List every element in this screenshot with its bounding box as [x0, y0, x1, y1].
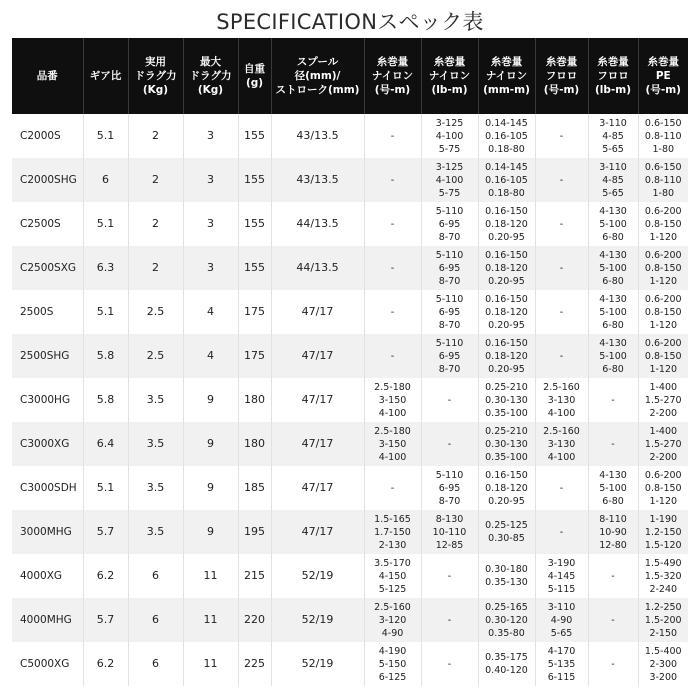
cell-model: 2500SHG	[12, 334, 83, 378]
cell-fluoro-go: -	[535, 246, 588, 290]
cell-nylon-go: 2.5-160 3-120 4-90	[364, 598, 421, 642]
cell-nylon-mm: 0.14-145 0.16-105 0.18-80	[478, 114, 535, 158]
cell-practical-drag: 2	[128, 246, 183, 290]
cell-nylon-lb: -	[421, 554, 478, 598]
cell-nylon-go: 3.5-170 4-150 5-125	[364, 554, 421, 598]
cell-pe-go: 0.6-200 0.8-150 1-120	[638, 466, 688, 510]
cell-max-drag: 3	[183, 246, 238, 290]
cell-gear-ratio: 5.1	[83, 202, 128, 246]
cell-nylon-go: 1.5-165 1.7-150 2-130	[364, 510, 421, 554]
cell-max-drag: 9	[183, 378, 238, 422]
cell-nylon-mm: 0.25-125 0.30-85	[478, 510, 535, 554]
cell-pe-go: 0.6-200 0.8-150 1-120	[638, 202, 688, 246]
cell-max-drag: 9	[183, 422, 238, 466]
cell-practical-drag: 3.5	[128, 378, 183, 422]
cell-weight: 220	[238, 598, 271, 642]
cell-fluoro-go: -	[535, 334, 588, 378]
cell-practical-drag: 3.5	[128, 510, 183, 554]
cell-nylon-mm: 0.16-150 0.18-120 0.20-95	[478, 290, 535, 334]
cell-nylon-go: -	[364, 114, 421, 158]
cell-practical-drag: 2	[128, 202, 183, 246]
cell-gear-ratio: 5.8	[83, 378, 128, 422]
cell-gear-ratio: 5.8	[83, 334, 128, 378]
table-row	[12, 642, 688, 686]
cell-practical-drag: 2	[128, 114, 183, 158]
cell-nylon-go: -	[364, 158, 421, 202]
cell-fluoro-lb: -	[588, 422, 638, 466]
cell-pe-go: 1.5-490 1.5-320 2-240	[638, 554, 688, 598]
cell-model: 4000MHG	[12, 598, 83, 642]
header-fluoro-go: 糸巻量 フロロ (号-m)	[535, 38, 588, 114]
table-row	[12, 554, 688, 598]
cell-weight: 155	[238, 158, 271, 202]
cell-fluoro-go: 2.5-160 3-130 4-100	[535, 422, 588, 466]
cell-pe-go: 1.5-400 2-300 3-200	[638, 642, 688, 686]
cell-practical-drag: 3.5	[128, 466, 183, 510]
cell-model: C3000HG	[12, 378, 83, 422]
cell-spool-stroke: 47/17	[271, 422, 364, 466]
cell-fluoro-lb: 4-130 5-100 6-80	[588, 202, 638, 246]
cell-model: C5000XG	[12, 642, 83, 686]
cell-fluoro-go: -	[535, 466, 588, 510]
spec-table-body	[12, 114, 688, 686]
cell-pe-go: 0.6-200 0.8-150 1-120	[638, 246, 688, 290]
cell-nylon-go: 2.5-180 3-150 4-100	[364, 422, 421, 466]
cell-nylon-go: -	[364, 290, 421, 334]
table-row	[12, 598, 688, 642]
cell-weight: 155	[238, 202, 271, 246]
cell-fluoro-go: 3-110 4-90 5-65	[535, 598, 588, 642]
cell-nylon-lb: 8-130 10-110 12-85	[421, 510, 478, 554]
cell-fluoro-go: 2.5-160 3-130 4-100	[535, 378, 588, 422]
cell-practical-drag: 6	[128, 642, 183, 686]
cell-fluoro-lb: 4-130 5-100 6-80	[588, 466, 638, 510]
cell-spool-stroke: 52/19	[271, 598, 364, 642]
header-spool-stroke: スプール 径(mm)/ ストローク(mm)	[271, 38, 364, 114]
table-row	[12, 466, 688, 510]
cell-practical-drag: 2.5	[128, 290, 183, 334]
cell-fluoro-go: 3-190 4-145 5-115	[535, 554, 588, 598]
cell-max-drag: 4	[183, 290, 238, 334]
cell-nylon-lb: 5-110 6-95 8-70	[421, 246, 478, 290]
cell-fluoro-lb: -	[588, 598, 638, 642]
cell-spool-stroke: 52/19	[271, 554, 364, 598]
cell-pe-go: 1-190 1.2-150 1.5-120	[638, 510, 688, 554]
cell-practical-drag: 6	[128, 598, 183, 642]
cell-spool-stroke: 47/17	[271, 334, 364, 378]
header-max-drag: 最大 ドラグ力 (Kg)	[183, 38, 238, 114]
table-row	[12, 290, 688, 334]
cell-nylon-go: -	[364, 334, 421, 378]
cell-pe-go: 0.6-150 0.8-110 1-80	[638, 114, 688, 158]
cell-nylon-lb: -	[421, 422, 478, 466]
cell-max-drag: 3	[183, 114, 238, 158]
cell-nylon-mm: 0.16-150 0.18-120 0.20-95	[478, 246, 535, 290]
cell-pe-go: 1-400 1.5-270 2-200	[638, 378, 688, 422]
cell-spool-stroke: 47/17	[271, 466, 364, 510]
cell-nylon-lb: 3-125 4-100 5-75	[421, 158, 478, 202]
cell-nylon-mm: 0.16-150 0.18-120 0.20-95	[478, 334, 535, 378]
cell-nylon-go: -	[364, 466, 421, 510]
page-title: SPECIFICATIONスペック表	[216, 10, 484, 34]
cell-model: 4000XG	[12, 554, 83, 598]
cell-max-drag: 11	[183, 642, 238, 686]
cell-nylon-mm: 0.16-150 0.18-120 0.20-95	[478, 466, 535, 510]
cell-gear-ratio: 6.4	[83, 422, 128, 466]
cell-gear-ratio: 5.1	[83, 114, 128, 158]
cell-model: C2500S	[12, 202, 83, 246]
cell-max-drag: 9	[183, 466, 238, 510]
cell-weight: 180	[238, 422, 271, 466]
cell-fluoro-lb: -	[588, 378, 638, 422]
header-nylon-mm: 糸巻量 ナイロン (mm-m)	[478, 38, 535, 114]
cell-model: C2000S	[12, 114, 83, 158]
header-model: 品番	[12, 38, 83, 114]
cell-max-drag: 4	[183, 334, 238, 378]
header-row	[12, 38, 688, 114]
cell-pe-go: 0.6-200 0.8-150 1-120	[638, 334, 688, 378]
cell-max-drag: 3	[183, 202, 238, 246]
cell-nylon-lb: 5-110 6-95 8-70	[421, 290, 478, 334]
cell-nylon-go: -	[364, 246, 421, 290]
cell-gear-ratio: 6.2	[83, 554, 128, 598]
cell-practical-drag: 2	[128, 158, 183, 202]
cell-pe-go: 0.6-200 0.8-150 1-120	[638, 290, 688, 334]
cell-spool-stroke: 47/17	[271, 290, 364, 334]
cell-nylon-lb: 3-125 4-100 5-75	[421, 114, 478, 158]
cell-spool-stroke: 52/19	[271, 642, 364, 686]
cell-fluoro-go: -	[535, 510, 588, 554]
table-row	[12, 114, 688, 158]
cell-gear-ratio: 5.7	[83, 598, 128, 642]
table-row	[12, 422, 688, 466]
cell-gear-ratio: 6.3	[83, 246, 128, 290]
cell-nylon-lb: -	[421, 378, 478, 422]
cell-nylon-lb: 5-110 6-95 8-70	[421, 334, 478, 378]
cell-gear-ratio: 6.2	[83, 642, 128, 686]
cell-gear-ratio: 5.1	[83, 290, 128, 334]
cell-model: C3000SDH	[12, 466, 83, 510]
cell-practical-drag: 2.5	[128, 334, 183, 378]
header-weight: 自重 (g)	[238, 38, 271, 114]
cell-model: C3000XG	[12, 422, 83, 466]
cell-practical-drag: 3.5	[128, 422, 183, 466]
header-fluoro-lb: 糸巻量 フロロ (lb-m)	[588, 38, 638, 114]
cell-pe-go: 1.2-250 1.5-200 2-150	[638, 598, 688, 642]
cell-weight: 185	[238, 466, 271, 510]
cell-fluoro-lb: 4-130 5-100 6-80	[588, 334, 638, 378]
header-pe-go: 糸巻量 PE (号-m)	[638, 38, 688, 114]
table-row	[12, 246, 688, 290]
cell-fluoro-lb: 4-130 5-100 6-80	[588, 290, 638, 334]
cell-practical-drag: 6	[128, 554, 183, 598]
cell-gear-ratio: 5.1	[83, 466, 128, 510]
cell-nylon-go: 4-190 5-150 6-125	[364, 642, 421, 686]
cell-nylon-lb: -	[421, 642, 478, 686]
cell-spool-stroke: 43/13.5	[271, 114, 364, 158]
cell-weight: 225	[238, 642, 271, 686]
cell-nylon-mm: 0.35-175 0.40-120	[478, 642, 535, 686]
cell-fluoro-lb: 4-130 5-100 6-80	[588, 246, 638, 290]
cell-nylon-mm: 0.30-180 0.35-130	[478, 554, 535, 598]
header-nylon-go: 糸巻量 ナイロン (号-m)	[364, 38, 421, 114]
cell-gear-ratio: 6	[83, 158, 128, 202]
cell-nylon-mm: 0.25-165 0.30-120 0.35-80	[478, 598, 535, 642]
cell-weight: 155	[238, 114, 271, 158]
cell-fluoro-lb: -	[588, 642, 638, 686]
spec-table	[12, 38, 688, 686]
cell-nylon-lb: 5-110 6-95 8-70	[421, 466, 478, 510]
cell-pe-go: 0.6-150 0.8-110 1-80	[638, 158, 688, 202]
cell-spool-stroke: 47/17	[271, 510, 364, 554]
cell-spool-stroke: 43/13.5	[271, 158, 364, 202]
cell-nylon-go: 2.5-180 3-150 4-100	[364, 378, 421, 422]
cell-weight: 175	[238, 290, 271, 334]
cell-max-drag: 3	[183, 158, 238, 202]
cell-nylon-mm: 0.25-210 0.30-130 0.35-100	[478, 422, 535, 466]
cell-fluoro-go: -	[535, 202, 588, 246]
table-row	[12, 334, 688, 378]
header-gear-ratio: ギア比	[83, 38, 128, 114]
cell-nylon-mm: 0.25-210 0.30-130 0.35-100	[478, 378, 535, 422]
cell-nylon-mm: 0.14-145 0.16-105 0.18-80	[478, 158, 535, 202]
cell-model: C2500SXG	[12, 246, 83, 290]
table-row	[12, 158, 688, 202]
cell-nylon-lb: -	[421, 598, 478, 642]
table-row	[12, 510, 688, 554]
header-nylon-lb: 糸巻量 ナイロン (lb-m)	[421, 38, 478, 114]
cell-nylon-lb: 5-110 6-95 8-70	[421, 202, 478, 246]
cell-gear-ratio: 5.7	[83, 510, 128, 554]
cell-pe-go: 1-400 1.5-270 2-200	[638, 422, 688, 466]
cell-nylon-go: -	[364, 202, 421, 246]
cell-model: 3000MHG	[12, 510, 83, 554]
cell-spool-stroke: 47/17	[271, 378, 364, 422]
cell-fluoro-lb: -	[588, 554, 638, 598]
cell-fluoro-go: 4-170 5-135 6-115	[535, 642, 588, 686]
cell-weight: 195	[238, 510, 271, 554]
cell-nylon-mm: 0.16-150 0.18-120 0.20-95	[478, 202, 535, 246]
table-row	[12, 202, 688, 246]
header-practical-drag: 実用 ドラグ力 (Kg)	[128, 38, 183, 114]
cell-spool-stroke: 44/13.5	[271, 246, 364, 290]
cell-max-drag: 11	[183, 554, 238, 598]
cell-max-drag: 9	[183, 510, 238, 554]
cell-weight: 155	[238, 246, 271, 290]
cell-weight: 175	[238, 334, 271, 378]
cell-spool-stroke: 44/13.5	[271, 202, 364, 246]
cell-fluoro-go: -	[535, 114, 588, 158]
cell-fluoro-lb: 8-110 10-90 12-80	[588, 510, 638, 554]
cell-fluoro-lb: 3-110 4-85 5-65	[588, 114, 638, 158]
cell-max-drag: 11	[183, 598, 238, 642]
cell-fluoro-go: -	[535, 158, 588, 202]
cell-model: 2500S	[12, 290, 83, 334]
cell-fluoro-go: -	[535, 290, 588, 334]
cell-weight: 215	[238, 554, 271, 598]
cell-model: C2000SHG	[12, 158, 83, 202]
table-row	[12, 378, 688, 422]
cell-fluoro-lb: 3-110 4-85 5-65	[588, 158, 638, 202]
cell-weight: 180	[238, 378, 271, 422]
